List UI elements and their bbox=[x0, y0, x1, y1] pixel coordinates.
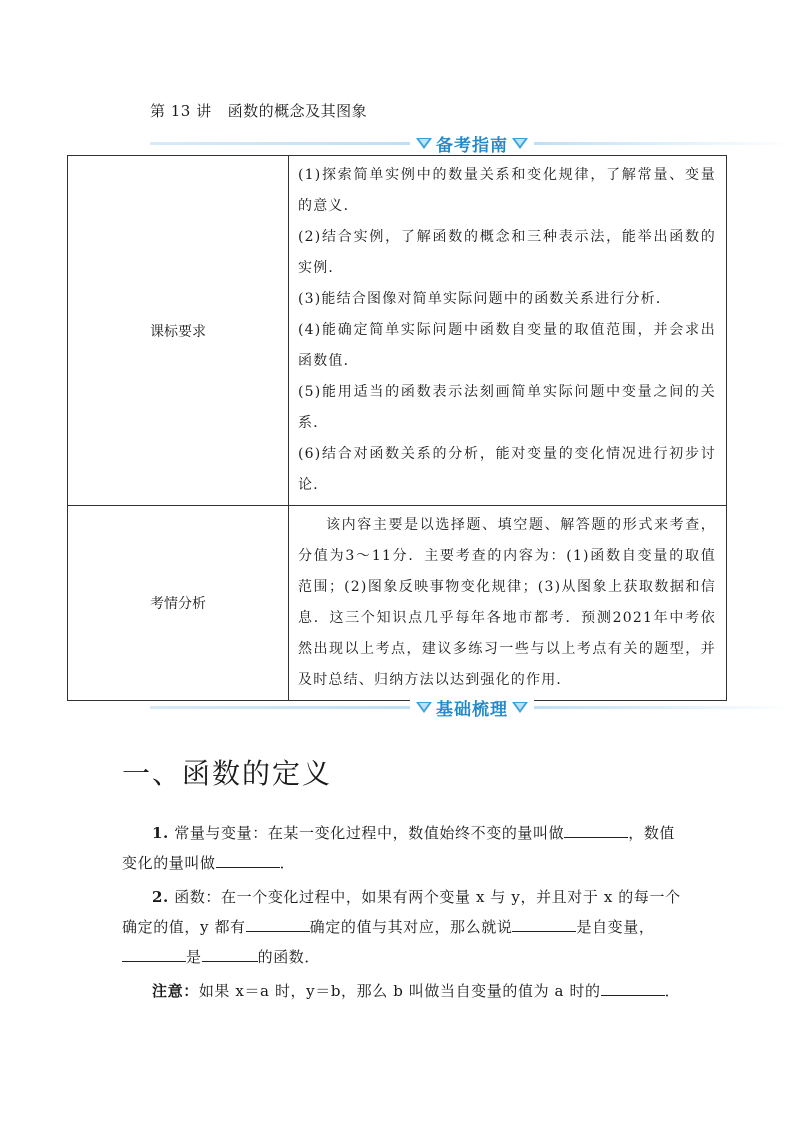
item-text: 常量与变量：在某一变化过程中，数值始终不变的量叫做 bbox=[168, 824, 565, 842]
section-banner-basics bbox=[150, 696, 794, 718]
item-text: 是自变量， bbox=[576, 918, 655, 936]
banner-left-arrow-icon bbox=[416, 700, 432, 714]
lesson-title bbox=[150, 100, 367, 121]
item-text: 确定的值与其对应，那么就说 bbox=[309, 918, 513, 936]
table-row-requirements bbox=[68, 156, 727, 506]
answer-blank[interactable] bbox=[601, 979, 665, 996]
item-number: 2. bbox=[152, 888, 169, 906]
requirement-item: (1)探索简单实例中的数量关系和变化规律，了解常量、变量的意义． bbox=[298, 167, 716, 214]
requirements-content bbox=[289, 156, 727, 506]
note-paragraph bbox=[122, 976, 682, 1006]
guide-table bbox=[67, 155, 727, 701]
item-number: 1. bbox=[152, 824, 169, 842]
requirement-item: (3)能结合图像对简单实际问题中的函数关系进行分析． bbox=[298, 291, 672, 307]
item-text: ． bbox=[279, 854, 296, 872]
answer-blank[interactable] bbox=[564, 821, 628, 838]
banner-label: 基础梳理 bbox=[436, 699, 508, 720]
chapter-heading: 一、函数的定义 bbox=[122, 757, 333, 790]
requirement-item: (4)能确定简单实际问题中函数自变量的取值范围，并会求出函数值． bbox=[298, 322, 716, 369]
note-label: 注意： bbox=[152, 982, 199, 1000]
banner-left-arrow-icon bbox=[416, 136, 432, 150]
answer-blank[interactable] bbox=[122, 945, 186, 962]
answer-blank[interactable] bbox=[246, 915, 310, 932]
banner-right-arrow-icon bbox=[512, 136, 528, 150]
requirement-item: (6)结合对函数关系的分析，能对变量的变化情况进行初步讨论． bbox=[298, 446, 716, 493]
lesson-name: 函数的概念及其图象 bbox=[227, 102, 368, 120]
analysis-text: 该内容主要是以选择题、填空题、解答题的形式来考查，分值为3～11分．主要考查的内容为：(1)函数自变量的取值范围；(2)图象反映事物变化规律；(3)从图象上获取数据和信息．这三个知识点几乎每年各地市都考．预测2021年中考依然出现以上考点，建议多练习一些与以上考点有关的题型，并及时总结、归纳方法以达到强化的作用． bbox=[298, 517, 716, 688]
analysis-head: 考情分析 bbox=[68, 506, 289, 701]
table-row-analysis bbox=[68, 506, 727, 701]
answer-blank[interactable] bbox=[216, 851, 280, 868]
analysis-cell bbox=[289, 506, 727, 701]
item-text: 函数：在一个变化过程中，如果有两个变量 x 与 y，并且对于 x 的每一个确定的值，y 都有 bbox=[122, 888, 681, 936]
answer-blank[interactable] bbox=[202, 945, 258, 962]
item-text: 的函数． bbox=[257, 948, 321, 966]
note-text: ． bbox=[664, 982, 681, 1000]
requirement-item: (5)能用适当的函数表示法刻画简单实际问题中变量之间的关系． bbox=[298, 384, 716, 431]
definition-paragraph-1 bbox=[122, 818, 682, 878]
answer-blank[interactable] bbox=[512, 915, 576, 932]
item-text: ，数值变化的量叫做 bbox=[122, 824, 676, 872]
item-text: 是 bbox=[186, 948, 202, 966]
section-banner-guide bbox=[150, 132, 794, 154]
note-text: 如果 x＝a 时，y＝b，那么 b 叫做当自变量的值为 a 时的 bbox=[198, 982, 601, 1000]
banner-right-arrow-icon bbox=[512, 700, 528, 714]
banner-label: 备考指南 bbox=[436, 135, 508, 156]
requirements-head: 课标要求 bbox=[68, 156, 289, 506]
requirement-item: (2)结合实例，了解函数的概念和三种表示法，能举出函数的实例． bbox=[298, 229, 716, 276]
lesson-number: 第 13 讲 bbox=[150, 102, 212, 120]
definition-paragraph-2 bbox=[122, 882, 682, 972]
